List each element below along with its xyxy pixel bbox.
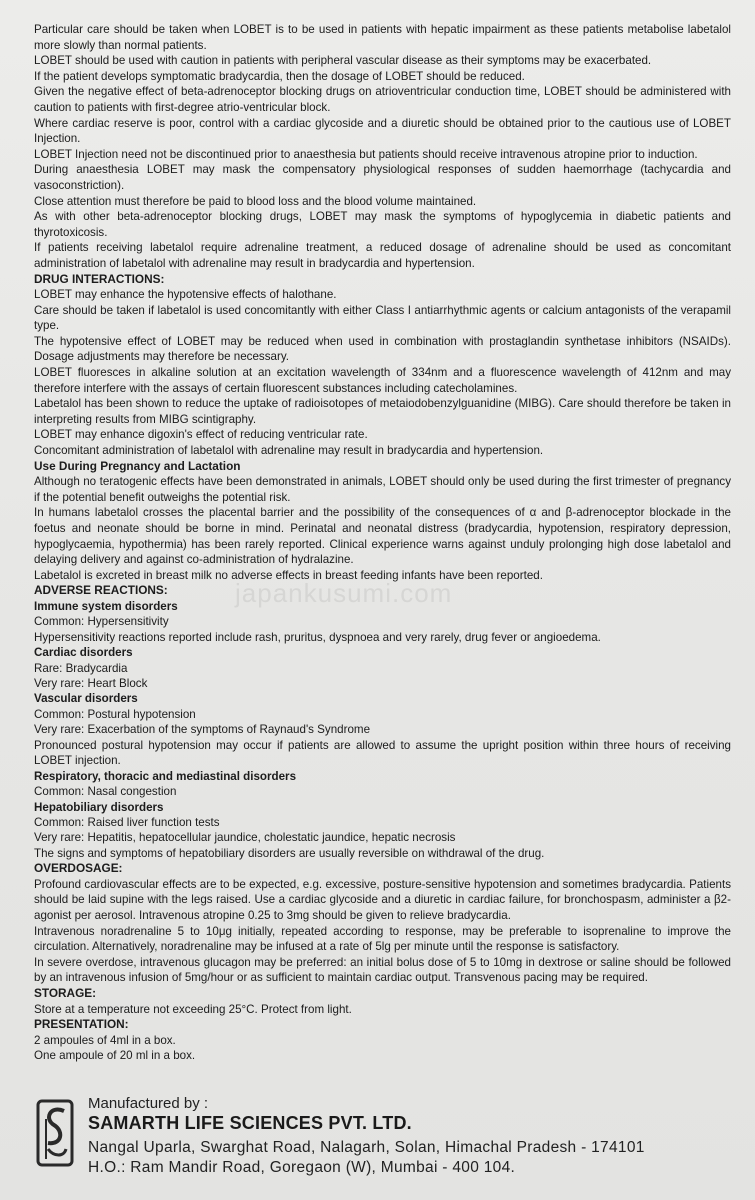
leaflet-content xyxy=(34,22,731,1063)
paragraph: Where cardiac reserve is poor, control with a cardiac glycoside and a diuretic should be obtained prior to the cautious use of LOBET Injection. xyxy=(34,116,731,146)
paragraph: LOBET fluoresces in alkaline solution at an excitation wavelength of 334nm and a fluorescence wavelength of 412nm and may therefore interfere with the assays of certain fluorescent substances including catecholamines. xyxy=(34,366,731,395)
paragraph: Care should be taken if labetalol is used concomitantly with either Class I antiarrhythmic agents or calcium antagonists of the verapamil type. xyxy=(34,303,731,333)
paragraph: Common: Postural hypotension xyxy=(34,707,196,721)
paragraph: Very rare: Heart Block xyxy=(34,677,148,690)
paragraph: Labetalol has been shown to reduce the uptake of radioisotopes of metaiodobenzylguanidine (MIBG). Care should therefore be taken in interpreting results from MIBG scintigraphy. xyxy=(34,397,731,426)
paragraph: Rare: Bradycardia xyxy=(34,661,128,675)
paragraph: Given the negative effect of beta-adrenoceptor blocking drugs on atrioventricular conduction time, LOBET should be administered with caution to patients with first-degree atrio-ventricular block. xyxy=(34,85,731,114)
paragraph: One ampoule of 20 ml in a box. xyxy=(34,1049,196,1062)
paragraph: LOBET should be used with caution in patients with peripheral vascular disease as their symptoms may be exacerbated. xyxy=(34,54,652,68)
address-line-2: H.O.: Ram Mandir Road, Goregaon (W), Mumbai - 400 104. xyxy=(88,1159,516,1176)
manufactured-by-label: Manufactured by : xyxy=(88,1095,209,1112)
paragraph: Profound cardiovascular effects are to be expected, e.g. excessive, posture-sensitive hypotension and sometimes bradycardia. Patients should be laid supine with the legs raised. Use a cardiac glycoside and a diuretic in cardiac failure, for bronchospasm, administer a β2-agonist per aerosol. Intravenous atropine 0.25 to 3mg should be given to relieve bradycardia. xyxy=(34,877,731,923)
subsection-heading: Vascular disorders xyxy=(34,692,138,706)
paragraph: Labetalol is excreted in breast milk no adverse effects in breast feeding infants have been reported. xyxy=(34,568,543,582)
paragraph: Common: Raised liver function tests xyxy=(34,816,220,830)
paragraph: Pronounced postural hypotension may occur if patients are allowed to assume the upright position within three hours of receiving LOBET injection. xyxy=(34,738,731,768)
subsection-heading: Cardiac disorders xyxy=(34,646,133,660)
paragraph: The signs and symptoms of hepatobiliary disorders are usually reversible on withdrawal of the drug. xyxy=(34,846,545,860)
paragraph: The hypotensive effect of LOBET may be reduced when used in combination with prostaglandin synthetase inhibitors (NSAIDs). Dosage adjustments may therefore be necessary. xyxy=(34,334,731,364)
section-heading: DRUG INTERACTIONS: xyxy=(34,271,165,286)
address-line-1: Nangal Uparla, Swarghat Road, Nalagarh, Solan, Himachal Pradesh - 174101 xyxy=(88,1139,645,1156)
paragraph: LOBET may enhance digoxin's effect of reducing ventricular rate. xyxy=(34,428,368,442)
paragraph: In humans labetalol crosses the placental barrier and the possibility of the consequences of α and β-adrenoceptor blockade in the foetus and neonate should be borne in mind. Perinatal and neonatal distress (bradycardia, hypotension, respiratory depression, hypoglycaemia, hypothermia) has been rarely reported. Clinical experience warns against unduly prolonging high dose labetalol and delaying delivery and against co-administration of hydralazine. xyxy=(34,506,731,567)
paragraph: LOBET Injection need not be discontinued prior to anaesthesia but patients should receive intravenous atropine prior to induction. xyxy=(34,147,698,161)
subsection-heading: Immune system disorders xyxy=(34,599,178,613)
paragraph: Common: Nasal congestion xyxy=(34,785,177,799)
manufacturer-footer xyxy=(30,1093,730,1188)
paragraph: Store at a temperature not exceeding 25°C. Protect from light. xyxy=(34,1002,352,1016)
paragraph: Concomitant administration of labetalol with adrenaline may result in bradycardia and hypertension. xyxy=(34,444,544,458)
section-heading: STORAGE: xyxy=(34,986,97,1000)
subsection-heading: Respiratory, thoracic and mediastinal disorders xyxy=(34,769,297,783)
paragraph: During anaesthesia LOBET may mask the compensatory physiological responses of sudden haemorrhage (tachycardia and vasoconstriction). xyxy=(34,163,731,192)
paragraph: Close attention must therefore be paid to blood loss and the blood volume maintained. xyxy=(34,194,477,208)
paragraph: Common: Hypersensitivity xyxy=(34,615,169,629)
subsection-heading: Hepatobiliary disorders xyxy=(34,800,164,814)
paragraph: Very rare: Hepatitis, hepatocellular jaundice, cholestatic jaundice, hepatic necrosis xyxy=(34,831,456,845)
paragraph: Very rare: Exacerbation of the symptoms of Raynaud's Syndrome xyxy=(34,723,371,737)
section-heading: OVERDOSAGE: xyxy=(34,861,123,876)
paragraph: If patients receiving labetalol require adrenaline treatment, a reduced dosage of adrenaline should be used as concomitant administration of labetalol with adrenaline may result in bradycardia and hypertension. xyxy=(34,241,731,270)
paragraph: 2 ampoules of 4ml in a box. xyxy=(34,1033,176,1047)
paragraph: Intravenous noradrenaline 5 to 10μg initially, repeated according to response, may be preferable to isoprenaline to improve the circulation. Alternatively, noradrenaline may be infused at a rate of 5lg per minute until the response is satisfactory. xyxy=(34,924,731,954)
section-heading: ADVERSE REACTIONS: xyxy=(34,583,168,598)
paragraph: LOBET may enhance the hypotensive effects of halothane. xyxy=(34,288,337,302)
paragraph: Although no teratogenic effects have been demonstrated in animals, LOBET should only be used during the first trimester of pregnancy if the potential benefit outweighs the potential risk. xyxy=(34,475,731,504)
watermark: japankusumi.com xyxy=(235,578,453,608)
paragraph: If the patient develops symptomatic bradycardia, then the dosage of LOBET should be reduced. xyxy=(34,69,525,83)
paragraph: As with other beta-adrenoceptor blocking drugs, LOBET may mask the symptoms of hypoglycemia in diabetic patients and thyrotoxicosis. xyxy=(34,210,731,239)
section-heading: PRESENTATION: xyxy=(34,1017,129,1031)
company-name: SAMARTH LIFE SCIENCES PVT. LTD. xyxy=(88,1113,412,1133)
paragraph: Particular care should be taken when LOBET is to be used in patients with hepatic impairment as these patients metabolise labetalol more slowly than normal patients. xyxy=(34,23,731,52)
sls-logo-icon xyxy=(36,1099,78,1169)
paragraph: Hypersensitivity reactions reported include rash, pruritus, dyspnoea and very rarely, drug fever or angioedema. xyxy=(34,630,601,644)
paragraph: In severe overdose, intravenous glucagon may be preferred: an initial bolus dose of 5 to 10mg in dextrose or saline should be followed by an intravenous infusion of 5mg/hour or as sufficient to maintain cardiac output. Transvenous pacing may be required. xyxy=(34,955,731,985)
section-heading: Use During Pregnancy and Lactation xyxy=(34,458,241,473)
